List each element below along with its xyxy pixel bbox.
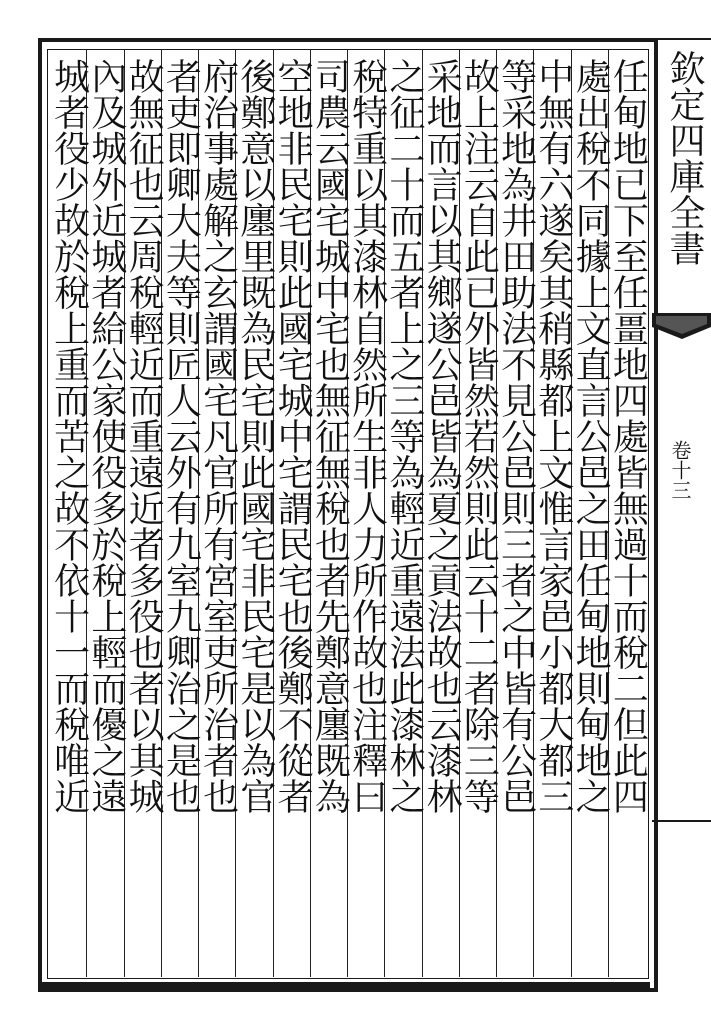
text-column: 之征二十而五者上之三等為輕近重遠法此漆林之 xyxy=(383,58,425,814)
fishtail-mark xyxy=(652,305,711,353)
text-column: 故無征也云周稅輕近而重遠近者多役也者以其城 xyxy=(123,58,165,814)
text-column: 空地非民宅則此國宅城中宅謂民宅也後鄭不從者 xyxy=(272,58,314,814)
margin-top-line xyxy=(652,38,711,40)
text-column: 後鄭意以廛里既為民宅則此國宅非民宅是以為官 xyxy=(234,58,276,814)
text-column: 采地而言以其鄉遂公邑皆為夏之貢法故也云漆林 xyxy=(421,58,463,814)
text-column: 府治事處解之玄謂國宅凡官所有宮室吏所治者也 xyxy=(197,58,239,814)
text-column: 稅特重以其漆林自然所生非人力所作故也注釋曰 xyxy=(346,58,388,814)
text-column: 者吏即卿大夫等則匠人云外有九室九卿治之是也 xyxy=(160,58,202,814)
text-column: 內及城外近城者給公家使役多於稅上輕而優之遠 xyxy=(85,58,127,814)
text-column: 故上注云自此已外皆然若然則此云十二者除三等 xyxy=(458,58,500,814)
bottom-border xyxy=(40,982,650,990)
text-column: 處出稅不同據上文直言公邑之田任甸地則甸地之 xyxy=(570,58,612,814)
text-column: 任甸地已下至任畺地四處皆無過十而稅二但此四 xyxy=(607,58,649,814)
text-column: 中無有六遂矣其稍縣都上文惟言家邑小都大都三 xyxy=(532,58,574,814)
book-title: 欽定四庫全書 xyxy=(664,50,705,266)
volume-number: 卷十三 xyxy=(668,440,692,500)
margin-divider xyxy=(652,820,711,822)
text-column: 城者役少故於稅上重而苦之故不依十一而稅唯近 xyxy=(48,58,90,814)
text-column: 等采地為井田助法不見公邑則三者之中皆有公邑 xyxy=(495,58,537,814)
text-column: 司農云國宅城中宅也無征無稅也者先鄭意廛既為 xyxy=(309,58,351,814)
